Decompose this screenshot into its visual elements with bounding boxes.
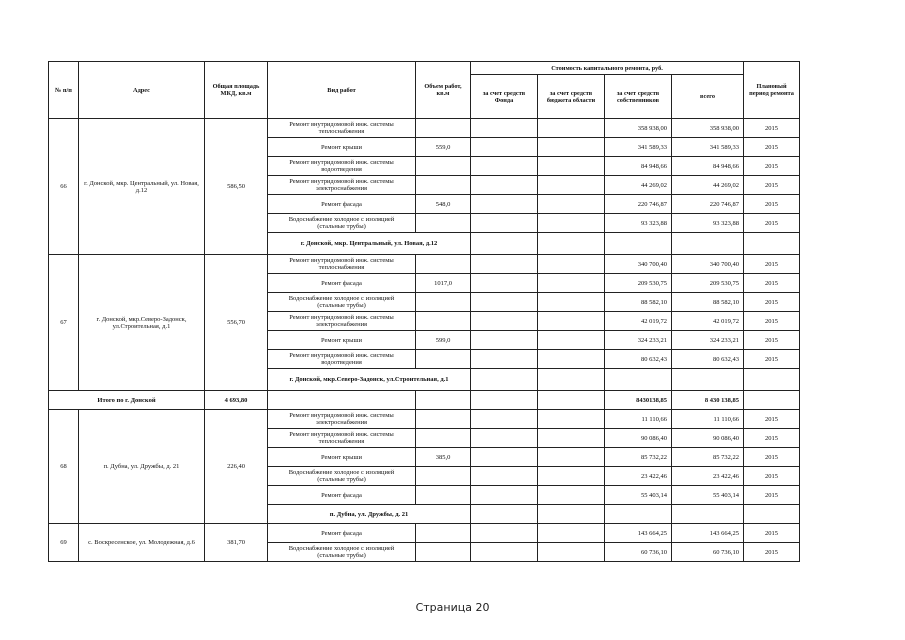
- cost-owners: 90 086,40: [605, 429, 672, 448]
- subtotal-work: [538, 369, 605, 391]
- work-volume: [416, 293, 471, 312]
- repair-period: 2015: [744, 119, 800, 138]
- cost-region: [538, 312, 605, 331]
- table-header: [49, 62, 800, 119]
- cost-total: 220 746,87: [672, 195, 744, 214]
- subtotal-fund: [672, 505, 744, 524]
- cost-fund: [471, 543, 538, 562]
- cost-fund: [471, 467, 538, 486]
- work-type: Водоснабжение холодное с изоляцией (стальные трубы): [268, 293, 416, 312]
- city-total-label: Итого по г. Донской: [49, 391, 205, 410]
- city-total-fund: [471, 391, 538, 410]
- city-total-work: [268, 391, 416, 410]
- cost-owners: 340 700,40: [605, 255, 672, 274]
- cost-region: [538, 138, 605, 157]
- city-total-region: [538, 391, 605, 410]
- cost-owners: 220 746,87: [605, 195, 672, 214]
- repair-period: 2015: [744, 157, 800, 176]
- work-type: Ремонт внутридомовой инж. системы электроснабжения: [268, 176, 416, 195]
- work-volume: [416, 255, 471, 274]
- table-row: [49, 255, 800, 274]
- table-row: [49, 119, 800, 138]
- cost-total: 143 664,25: [672, 524, 744, 543]
- cost-total: 44 269,02: [672, 176, 744, 195]
- work-volume: 1017,0: [416, 274, 471, 293]
- repair-period: 2015: [744, 214, 800, 233]
- subtotal-area: [471, 369, 538, 391]
- cost-fund: [471, 214, 538, 233]
- cost-fund: [471, 176, 538, 195]
- house-address: г. Донской, мкр. Центральный, ул. Новая, д.12: [79, 119, 205, 255]
- house-address: п. Дубна, ул. Дружбы, д. 21: [79, 410, 205, 524]
- work-volume: [416, 467, 471, 486]
- work-type: Ремонт внутридомовой инж. системы теплоснабжения: [268, 429, 416, 448]
- work-type: Ремонт внутридомовой инж. системы теплоснабжения: [268, 255, 416, 274]
- subtotal-work: [538, 233, 605, 255]
- cost-owners: 80 632,43: [605, 350, 672, 369]
- work-volume: [416, 410, 471, 429]
- house-address: с. Воскресенское, ул. Молодежная, д.6: [79, 524, 205, 562]
- cost-region: [538, 543, 605, 562]
- cost-region: [538, 350, 605, 369]
- work-volume: [416, 119, 471, 138]
- work-volume: [416, 214, 471, 233]
- work-volume: [416, 486, 471, 505]
- cost-owners: 324 233,21: [605, 331, 672, 350]
- work-volume: 559,0: [416, 138, 471, 157]
- header-cost-group: Стоимость капитального ремонта, руб.: [471, 62, 744, 75]
- work-type: Ремонт фасада: [268, 486, 416, 505]
- cost-region: [538, 410, 605, 429]
- cost-fund: [471, 274, 538, 293]
- subtotal-area: [471, 505, 538, 524]
- house-number: 68: [49, 410, 79, 524]
- table-row: [49, 524, 800, 543]
- cost-owners: 42 019,72: [605, 312, 672, 331]
- cost-region: [538, 524, 605, 543]
- cost-total: 358 938,00: [672, 119, 744, 138]
- cost-region: [538, 157, 605, 176]
- repair-period: 2015: [744, 524, 800, 543]
- repair-period: 2015: [744, 467, 800, 486]
- repair-period: 2015: [744, 448, 800, 467]
- table-body: [49, 119, 800, 562]
- cost-total: 23 422,46: [672, 467, 744, 486]
- work-type: Ремонт внутридомовой инж. системы водоотведения: [268, 157, 416, 176]
- work-type: Ремонт крыши: [268, 448, 416, 467]
- cost-owners: 55 403,14: [605, 486, 672, 505]
- work-type: Ремонт крыши: [268, 138, 416, 157]
- cost-owners: 88 582,10: [605, 293, 672, 312]
- house-number: 69: [49, 524, 79, 562]
- cost-owners: 358 938,00: [605, 119, 672, 138]
- subtotal-region: [744, 233, 800, 255]
- repair-period: 2015: [744, 331, 800, 350]
- repair-period: 2015: [744, 410, 800, 429]
- subtotal-region: [744, 505, 800, 524]
- cost-total: 85 732,22: [672, 448, 744, 467]
- repair-period: 2015: [744, 350, 800, 369]
- subtotal-work: [538, 505, 605, 524]
- subtotal-volume: [605, 233, 672, 255]
- cost-region: [538, 255, 605, 274]
- cost-owners: 84 948,66: [605, 157, 672, 176]
- cost-fund: [471, 119, 538, 138]
- cost-region: [538, 429, 605, 448]
- work-volume: 548,0: [416, 195, 471, 214]
- cost-total: 324 233,21: [672, 331, 744, 350]
- cost-owners: 341 589,33: [605, 138, 672, 157]
- work-type: Ремонт фасада: [268, 274, 416, 293]
- cost-total: 80 632,43: [672, 350, 744, 369]
- capital-repair-table: [48, 61, 800, 562]
- cost-total: 42 019,72: [672, 312, 744, 331]
- cost-region: [538, 195, 605, 214]
- cost-total: 209 530,75: [672, 274, 744, 293]
- header-owners: за счет средств собственников: [605, 75, 672, 119]
- subtotal-label: г. Донской, мкр.Северо-Задонск, ул.Строительная, д.1: [268, 369, 471, 391]
- cost-fund: [471, 293, 538, 312]
- cost-total: 93 323,88: [672, 214, 744, 233]
- work-volume: [416, 543, 471, 562]
- work-volume: [416, 312, 471, 331]
- cost-fund: [471, 524, 538, 543]
- work-type: Водоснабжение холодное с изоляцией (стальные трубы): [268, 467, 416, 486]
- header-num: № п/п: [49, 62, 79, 119]
- cost-owners: 209 530,75: [605, 274, 672, 293]
- subtotal-volume: [605, 505, 672, 524]
- work-type: Ремонт внутридомовой инж. системы теплоснабжения: [268, 119, 416, 138]
- work-volume: [416, 350, 471, 369]
- subtotal-label: п. Дубна, ул. Дружбы, д. 21: [268, 505, 471, 524]
- cost-region: [538, 448, 605, 467]
- subtotal-area: [471, 233, 538, 255]
- work-volume: [416, 176, 471, 195]
- house-number: 67: [49, 255, 79, 391]
- subtotal-label: г. Донской, мкр. Центральный, ул. Новая, д.12: [268, 233, 471, 255]
- house-number: 66: [49, 119, 79, 255]
- repair-period: 2015: [744, 543, 800, 562]
- cost-total: 340 700,40: [672, 255, 744, 274]
- cost-fund: [471, 331, 538, 350]
- header-fund: за счет средств Фонда: [471, 75, 538, 119]
- house-area: 586,50: [205, 119, 268, 255]
- work-volume: [416, 429, 471, 448]
- header-total: всего: [672, 75, 744, 119]
- subtotal-region: [744, 369, 800, 391]
- repair-period: 2015: [744, 429, 800, 448]
- work-type: Ремонт внутридомовой инж. системы электроснабжения: [268, 410, 416, 429]
- cost-total: 88 582,10: [672, 293, 744, 312]
- cost-fund: [471, 157, 538, 176]
- subtotal-fund: [672, 369, 744, 391]
- page-number: Страница 20: [415, 601, 490, 614]
- header-area: Общая площадь МКД, кв.м: [205, 62, 268, 119]
- cost-region: [538, 214, 605, 233]
- work-type: Ремонт внутридомовой инж. системы электроснабжения: [268, 312, 416, 331]
- house-address: г. Донской, мкр.Северо-Задонск, ул.Строительная, д.1: [79, 255, 205, 391]
- cost-owners: 143 664,25: [605, 524, 672, 543]
- work-type: Ремонт крыши: [268, 331, 416, 350]
- work-volume: 599,0: [416, 331, 471, 350]
- cost-owners: 85 732,22: [605, 448, 672, 467]
- subtotal-fund: [672, 233, 744, 255]
- house-area: 556,70: [205, 255, 268, 391]
- cost-fund: [471, 486, 538, 505]
- cost-region: [538, 467, 605, 486]
- cost-owners: 11 110,66: [605, 410, 672, 429]
- work-type: Ремонт фасада: [268, 195, 416, 214]
- cost-region: [538, 331, 605, 350]
- work-type: Водоснабжение холодное с изоляцией (стальные трубы): [268, 214, 416, 233]
- repair-period: 2015: [744, 176, 800, 195]
- cost-owners: 44 269,02: [605, 176, 672, 195]
- cost-region: [538, 119, 605, 138]
- cost-total: 60 736,10: [672, 543, 744, 562]
- repair-period: 2015: [744, 312, 800, 331]
- cost-fund: [471, 350, 538, 369]
- work-type: Ремонт внутридомовой инж. системы водоотведения: [268, 350, 416, 369]
- repair-period: 2015: [744, 255, 800, 274]
- cost-fund: [471, 448, 538, 467]
- city-total-owners: 8430138,85: [605, 391, 672, 410]
- cost-total: 84 948,66: [672, 157, 744, 176]
- cost-fund: [471, 255, 538, 274]
- repair-period: 2015: [744, 274, 800, 293]
- cost-fund: [471, 195, 538, 214]
- header-region: за счет средств бюджета области: [538, 75, 605, 119]
- work-volume: [416, 524, 471, 543]
- city-total-period: [744, 391, 800, 410]
- work-volume: 385,0: [416, 448, 471, 467]
- header-work: Вид работ: [268, 62, 416, 119]
- cost-fund: [471, 429, 538, 448]
- repair-period: 2015: [744, 293, 800, 312]
- city-total-total: 8 430 138,85: [672, 391, 744, 410]
- cost-owners: 60 736,10: [605, 543, 672, 562]
- cost-region: [538, 486, 605, 505]
- cost-owners: 93 323,88: [605, 214, 672, 233]
- city-total-volume: [416, 391, 471, 410]
- cost-region: [538, 274, 605, 293]
- table-row: [49, 410, 800, 429]
- cost-region: [538, 176, 605, 195]
- work-type: Ремонт фасада: [268, 524, 416, 543]
- cost-total: 341 589,33: [672, 138, 744, 157]
- cost-total: 55 403,14: [672, 486, 744, 505]
- work-type: Водоснабжение холодное с изоляцией (стальные трубы): [268, 543, 416, 562]
- cost-total: 90 086,40: [672, 429, 744, 448]
- repair-period: 2015: [744, 486, 800, 505]
- header-period: Плановый период ремонта: [744, 62, 800, 119]
- cost-fund: [471, 312, 538, 331]
- cost-owners: 23 422,46: [605, 467, 672, 486]
- house-area: 226,40: [205, 410, 268, 524]
- cost-fund: [471, 410, 538, 429]
- header-address: Адрес: [79, 62, 205, 119]
- cost-region: [538, 293, 605, 312]
- house-area: 381,70: [205, 524, 268, 562]
- table-row: [49, 391, 800, 410]
- city-total-area: 4 693,80: [205, 391, 268, 410]
- repair-period: 2015: [744, 195, 800, 214]
- work-volume: [416, 157, 471, 176]
- cost-fund: [471, 138, 538, 157]
- header-volume: Объем работ, кв.м: [416, 62, 471, 119]
- cost-total: 11 110,66: [672, 410, 744, 429]
- repair-period: 2015: [744, 138, 800, 157]
- subtotal-volume: [605, 369, 672, 391]
